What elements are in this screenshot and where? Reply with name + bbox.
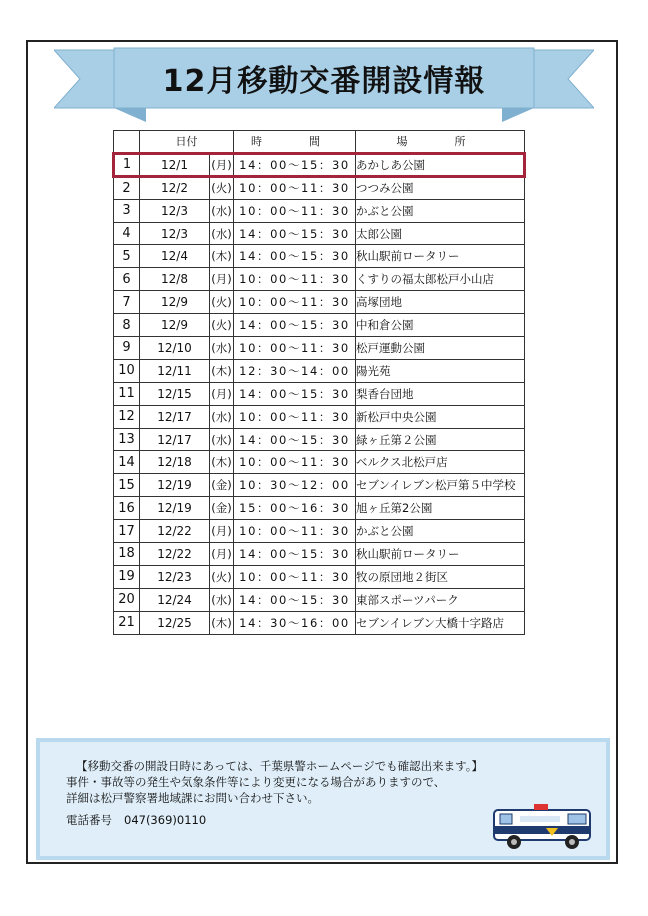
table-row	[114, 199, 525, 222]
row-date: 12/9	[140, 291, 210, 314]
row-date: 12/24	[140, 588, 210, 611]
table-row	[114, 474, 525, 497]
row-time: 14：00〜15：30	[234, 382, 356, 405]
row-weekday: (月)	[210, 153, 234, 176]
row-time: 10：00〜11：30	[234, 291, 356, 314]
row-weekday: (木)	[210, 611, 234, 634]
row-date: 12/19	[140, 474, 210, 497]
table-row	[114, 337, 525, 360]
row-number: 1	[114, 153, 140, 176]
row-weekday: (木)	[210, 451, 234, 474]
notice-line-2: 事件・事故等の発生や気象条件等により変更になる場合がありますので、	[66, 775, 446, 789]
table-row	[114, 291, 525, 314]
row-weekday: (水)	[210, 222, 234, 245]
row-place: セブンイレブン松戸第５中学校	[356, 474, 525, 497]
row-number: 4	[114, 222, 140, 245]
row-number: 14	[114, 451, 140, 474]
row-date: 12/11	[140, 359, 210, 382]
row-time: 10：30〜12：00	[234, 474, 356, 497]
row-weekday: (木)	[210, 245, 234, 268]
table-row	[114, 428, 525, 451]
row-time: 10：00〜11：30	[234, 520, 356, 543]
page-title: 12月移動交番開設情報	[162, 64, 486, 99]
row-time: 14：00〜15：30	[234, 153, 356, 176]
row-number: 8	[114, 314, 140, 337]
row-weekday: (火)	[210, 565, 234, 588]
table-row	[114, 565, 525, 588]
row-number: 19	[114, 565, 140, 588]
row-number: 7	[114, 291, 140, 314]
row-number: 10	[114, 359, 140, 382]
row-number: 15	[114, 474, 140, 497]
row-place: 牧の原団地２街区	[356, 565, 525, 588]
row-number: 12	[114, 405, 140, 428]
row-weekday: (月)	[210, 268, 234, 291]
phone-line	[66, 812, 206, 828]
row-place: 梨香台団地	[356, 382, 525, 405]
table-row	[114, 520, 525, 543]
row-weekday: (水)	[210, 405, 234, 428]
row-date: 12/8	[140, 268, 210, 291]
mobile-police-van-icon	[486, 792, 602, 856]
row-weekday: (水)	[210, 337, 234, 360]
row-date: 12/1	[140, 153, 210, 176]
row-number: 18	[114, 543, 140, 566]
row-time: 12：30〜14：00	[234, 359, 356, 382]
row-place: 東部スポーツパーク	[356, 588, 525, 611]
row-time: 10：00〜11：30	[234, 176, 356, 199]
row-weekday: (金)	[210, 474, 234, 497]
header-time: 時 間	[234, 131, 356, 154]
row-number: 9	[114, 337, 140, 360]
row-place: 秋山駅前ロータリー	[356, 245, 525, 268]
row-time: 10：00〜11：30	[234, 337, 356, 360]
table-row	[114, 451, 525, 474]
table-row	[114, 405, 525, 428]
row-number: 5	[114, 245, 140, 268]
row-time: 14：00〜15：30	[234, 245, 356, 268]
row-date: 12/18	[140, 451, 210, 474]
table-row	[114, 153, 525, 176]
row-date: 12/17	[140, 428, 210, 451]
row-date: 12/15	[140, 382, 210, 405]
row-number: 11	[114, 382, 140, 405]
row-date: 12/22	[140, 543, 210, 566]
row-place: あかしあ公園	[356, 153, 525, 176]
row-place: くすりの福太郎松戸小山店	[356, 268, 525, 291]
row-number: 17	[114, 520, 140, 543]
row-time: 10：00〜11：30	[234, 199, 356, 222]
header-date: 日付	[140, 131, 234, 154]
row-number: 13	[114, 428, 140, 451]
table-row	[114, 588, 525, 611]
row-place: かぶと公園	[356, 520, 525, 543]
row-weekday: (水)	[210, 588, 234, 611]
row-place: 松戸運動公園	[356, 337, 525, 360]
row-place: セブンイレブン大橋十字路店	[356, 611, 525, 634]
row-weekday: (水)	[210, 199, 234, 222]
row-weekday: (金)	[210, 497, 234, 520]
row-time: 10：00〜11：30	[234, 268, 356, 291]
notice-box	[36, 738, 610, 860]
row-place: 新松戸中央公園	[356, 405, 525, 428]
row-weekday: (火)	[210, 291, 234, 314]
row-weekday: (月)	[210, 382, 234, 405]
row-weekday: (水)	[210, 428, 234, 451]
row-time: 14：30〜16：00	[234, 611, 356, 634]
row-number: 2	[114, 176, 140, 199]
row-date: 12/2	[140, 176, 210, 199]
row-number: 6	[114, 268, 140, 291]
row-date: 12/4	[140, 245, 210, 268]
row-time: 14：00〜15：30	[234, 588, 356, 611]
row-time: 14：00〜15：30	[234, 543, 356, 566]
row-date: 12/10	[140, 337, 210, 360]
row-date: 12/23	[140, 565, 210, 588]
table-row	[114, 314, 525, 337]
row-weekday: (火)	[210, 176, 234, 199]
table-row	[114, 268, 525, 291]
table-header-row	[114, 131, 525, 154]
phone-number: 047(369)0110	[124, 813, 207, 827]
row-date: 12/22	[140, 520, 210, 543]
table-row	[114, 382, 525, 405]
row-date: 12/9	[140, 314, 210, 337]
table-row	[114, 543, 525, 566]
row-weekday: (木)	[210, 359, 234, 382]
row-number: 3	[114, 199, 140, 222]
schedule-table	[112, 130, 526, 635]
table-row	[114, 359, 525, 382]
row-time: 10：00〜11：30	[234, 451, 356, 474]
row-date: 12/19	[140, 497, 210, 520]
table-row	[114, 222, 525, 245]
title-banner	[54, 44, 594, 130]
row-date: 12/25	[140, 611, 210, 634]
row-place: 陽光苑	[356, 359, 525, 382]
row-number: 16	[114, 497, 140, 520]
row-weekday: (月)	[210, 543, 234, 566]
row-place: 秋山駅前ロータリー	[356, 543, 525, 566]
row-time: 14：00〜15：30	[234, 222, 356, 245]
row-time: 10：00〜11：30	[234, 565, 356, 588]
row-place: 旭ヶ丘第2公園	[356, 497, 525, 520]
row-time: 14：00〜15：30	[234, 428, 356, 451]
phone-label: 電話番号	[66, 813, 112, 827]
table-row	[114, 245, 525, 268]
row-time: 10：00〜11：30	[234, 405, 356, 428]
row-date: 12/3	[140, 222, 210, 245]
notice-line-3: 詳細は松戸警察署地域課にお問い合わせ下さい。	[66, 791, 319, 805]
table-row	[114, 497, 525, 520]
row-time: 14：00〜15：30	[234, 314, 356, 337]
row-place: 中和倉公園	[356, 314, 525, 337]
row-number: 20	[114, 588, 140, 611]
header-no	[114, 131, 140, 154]
row-weekday: (火)	[210, 314, 234, 337]
row-place: かぶと公園	[356, 199, 525, 222]
header-place: 場 所	[356, 131, 525, 154]
row-place: 高塚団地	[356, 291, 525, 314]
row-date: 12/3	[140, 199, 210, 222]
notice-line-1: 【移動交番の開設日時にあっては、千葉県警ホームページでも確認出来ます。】	[76, 759, 483, 773]
row-weekday: (月)	[210, 520, 234, 543]
row-number: 21	[114, 611, 140, 634]
row-place: ベルクス北松戸店	[356, 451, 525, 474]
table-row	[114, 176, 525, 199]
table-row	[114, 611, 525, 634]
row-place: 緑ヶ丘第２公園	[356, 428, 525, 451]
row-date: 12/17	[140, 405, 210, 428]
row-place: つつみ公園	[356, 176, 525, 199]
row-place: 太郎公園	[356, 222, 525, 245]
row-time: 15：00〜16：30	[234, 497, 356, 520]
